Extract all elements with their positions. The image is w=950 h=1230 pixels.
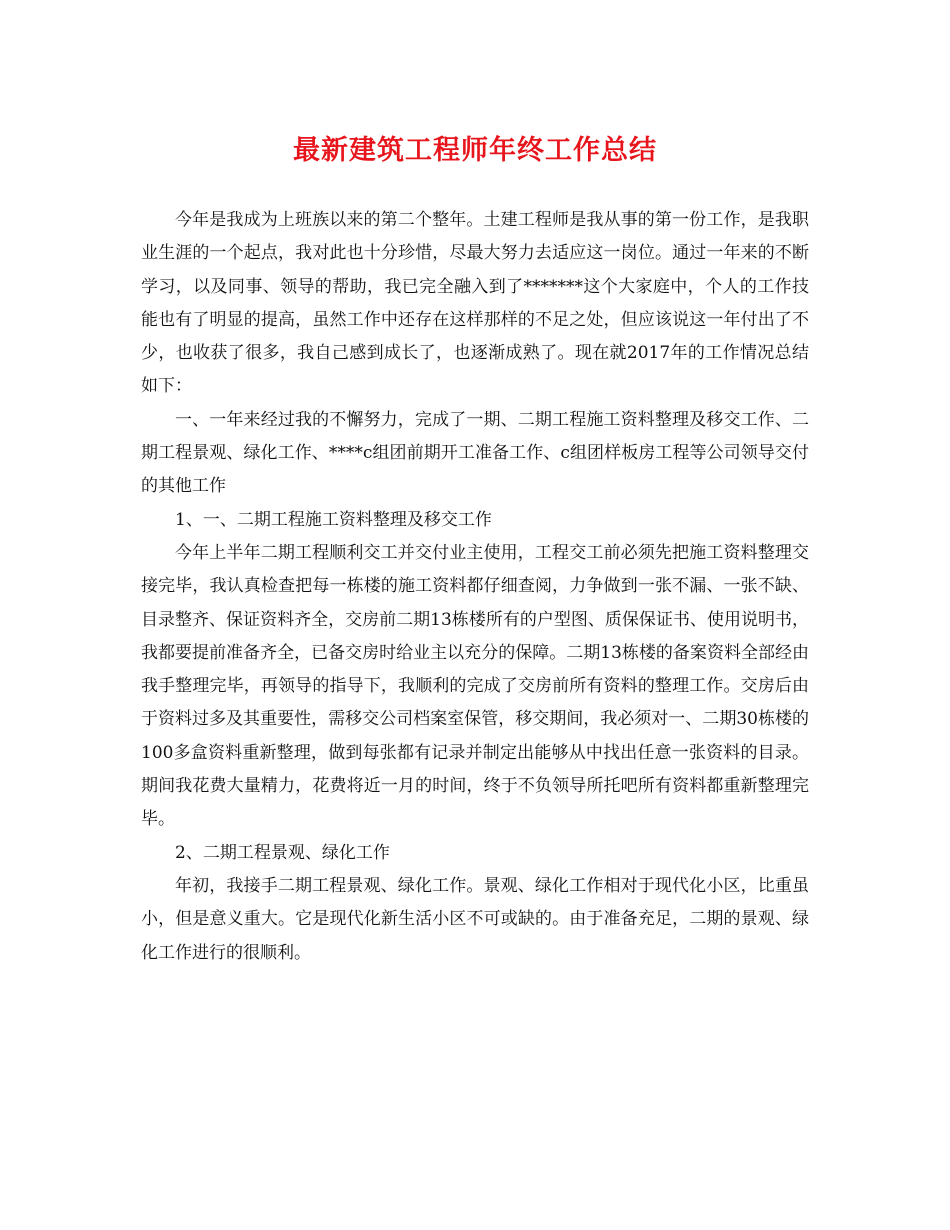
- paragraph-intro: 今年是我成为上班族以来的第二个整年。土建工程师是我从事的第一份工作，是我职业生涯的一个起点，我对此也十分珍惜，尽最大努力去适应这一岗位。通过一年来的不断学习，以及同事、领导的帮助，我已完全融入到了*******这个大家庭中，个人的工作技能也有了明显的提高，虽然工作中还存在这样那样的不足之处，但应该说这一年付出了不少，也收获了很多，我自己感到成长了，也逐渐成熟了。现在就2017年的工作情况总结如下：: [141, 210, 809, 397]
- paragraph-section-1: 一、一年来经过我的不懈努力，完成了一期、二期工程施工资料整理及移交工作、二期工程景观、绿化工作、****c组团前期开工准备工作、c组团样板房工程等公司领导交付的其他工作: [141, 409, 809, 497]
- paragraph-heading-1: 1、一、二期工程施工资料整理及移交工作: [175, 509, 492, 530]
- paragraph-heading-2: 2、二期工程景观、绿化工作: [175, 842, 390, 863]
- document-body: [141, 204, 809, 970]
- page-title: 最新建筑工程师年终工作总结: [293, 135, 657, 166]
- paragraph-data-handover: 今年上半年二期工程顺利交工并交付业主使用，工程交工前必须先把施工资料整理交接完毕，我认真检查把每一栋楼的施工资料都仔细查阅，力争做到一张不漏、一张不缺、目录整齐、保证资料齐全，交房前二期13栋楼所有的户型图、质保保证书、使用说明书，我都要提前准备齐全，已备交房时给业主以充分的保障。二期13栋楼的备案资料全部经由我手整理完毕，再领导的指导下，我顺利的完成了交房前所有资料的整理工作。交房后由于资料过多及其重要性，需移交公司档案室保管，移交期间，我必须对一、二期30栋楼的100多盒资料重新整理，做到每张都有记录并制定出能够从中找出任意一张资料的目录。期间我花费大量精力，花费将近一月的时间，终于不负领导所托吧所有资料都重新整理完毕。: [141, 542, 809, 830]
- paragraph-landscape: 年初，我接手二期工程景观、绿化工作。景观、绿化工作相对于现代化小区，比重虽小，但是意义重大。它是现代化新生活小区不可或缺的。由于准备充足，二期的景观、绿化工作进行的很顺利。: [141, 875, 809, 963]
